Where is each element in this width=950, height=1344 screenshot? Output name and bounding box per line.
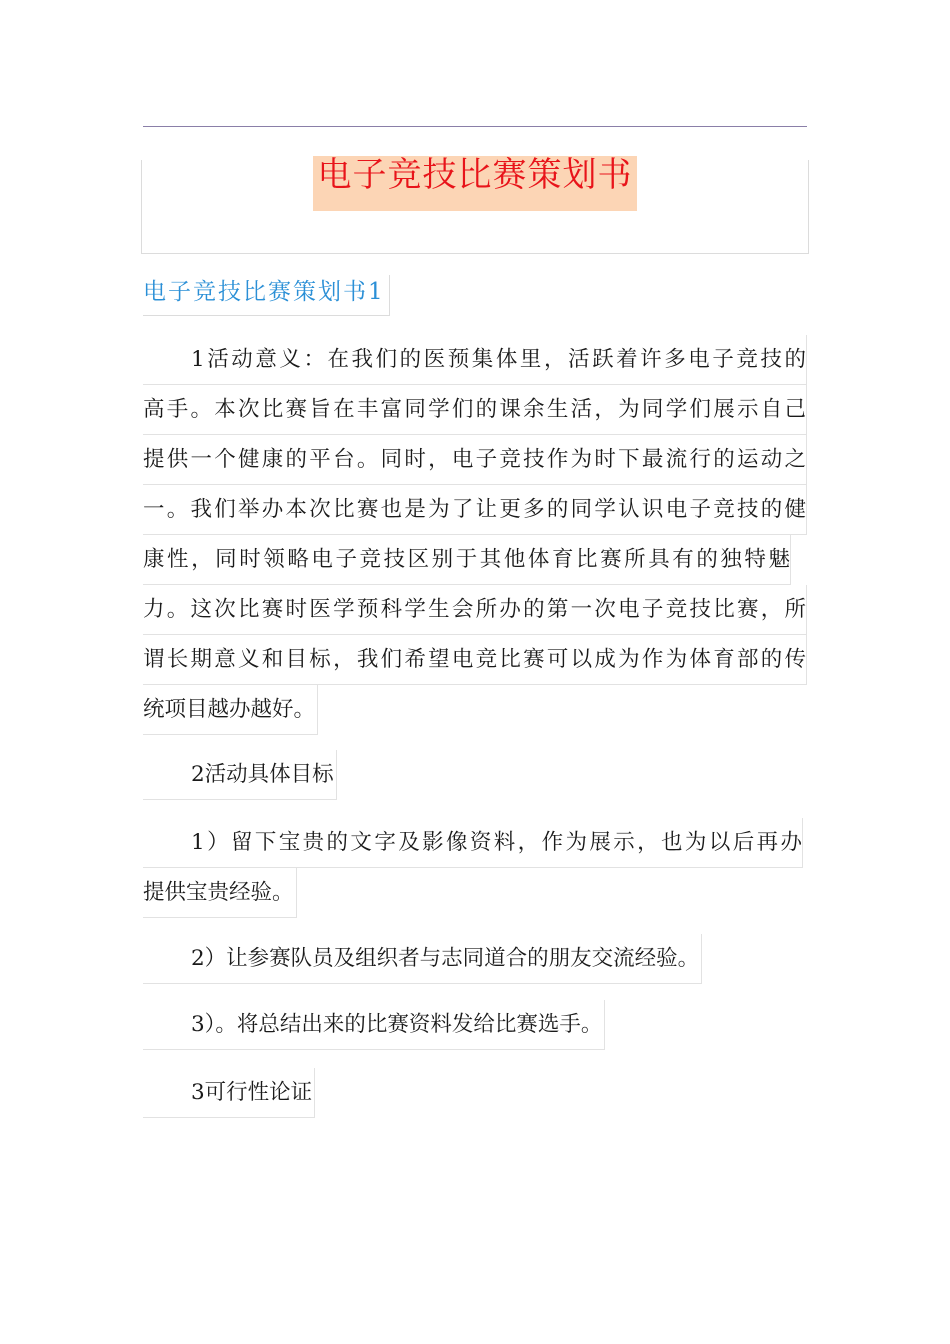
section-heading-feasibility: 3可行性论证 [143,1068,315,1118]
paragraph-goal-1 [143,818,807,937]
paragraph-line: 谓长期意义和目标，我们希望电竞比赛可以成为作为体育部的传 [143,635,807,685]
paragraph-line: 1活动意义：在我们的医预集体里，活跃着许多电子竞技的 [143,335,807,385]
paragraph-line: 提供一个健康的平台。同时，电子竞技作为时下最流行的运动之 [143,435,807,485]
section-heading-goals: 2活动具体目标 [143,750,337,800]
document-title: 电子竞技比赛策划书 [317,155,633,195]
paragraph-activity-meaning [143,335,807,754]
section-subheading: 电子竞技比赛策划书1 [143,275,390,316]
header-rule [143,126,807,127]
paragraph-line: 高手。本次比赛旨在丰富同学们的课余生活，为同学们展示自己 [143,385,807,435]
paragraph-line: 1）留下宝贵的文字及影像资料，作为展示，也为以后再办 [143,818,803,868]
paragraph-line: 统项目越办越好。 [143,685,318,735]
paragraph-line: 一。我们举办本次比赛也是为了让更多的同学认识电子竞技的健 [143,485,807,535]
paragraph-line: 力。这次比赛时医学预科学生会所办的第一次电子竞技比赛，所 [143,585,807,635]
paragraph-line: 提供宝贵经验。 [143,868,297,918]
paragraph-goal-2: 2）让参赛队员及组织者与志同道合的朋友交流经验。 [143,934,702,984]
paragraph-goal-3: 3）。将总结出来的比赛资料发给比赛选手。 [143,1000,605,1050]
paragraph-line: 康性，同时领略电子竞技区别于其他体育比赛所具有的独特魅 [143,535,791,585]
